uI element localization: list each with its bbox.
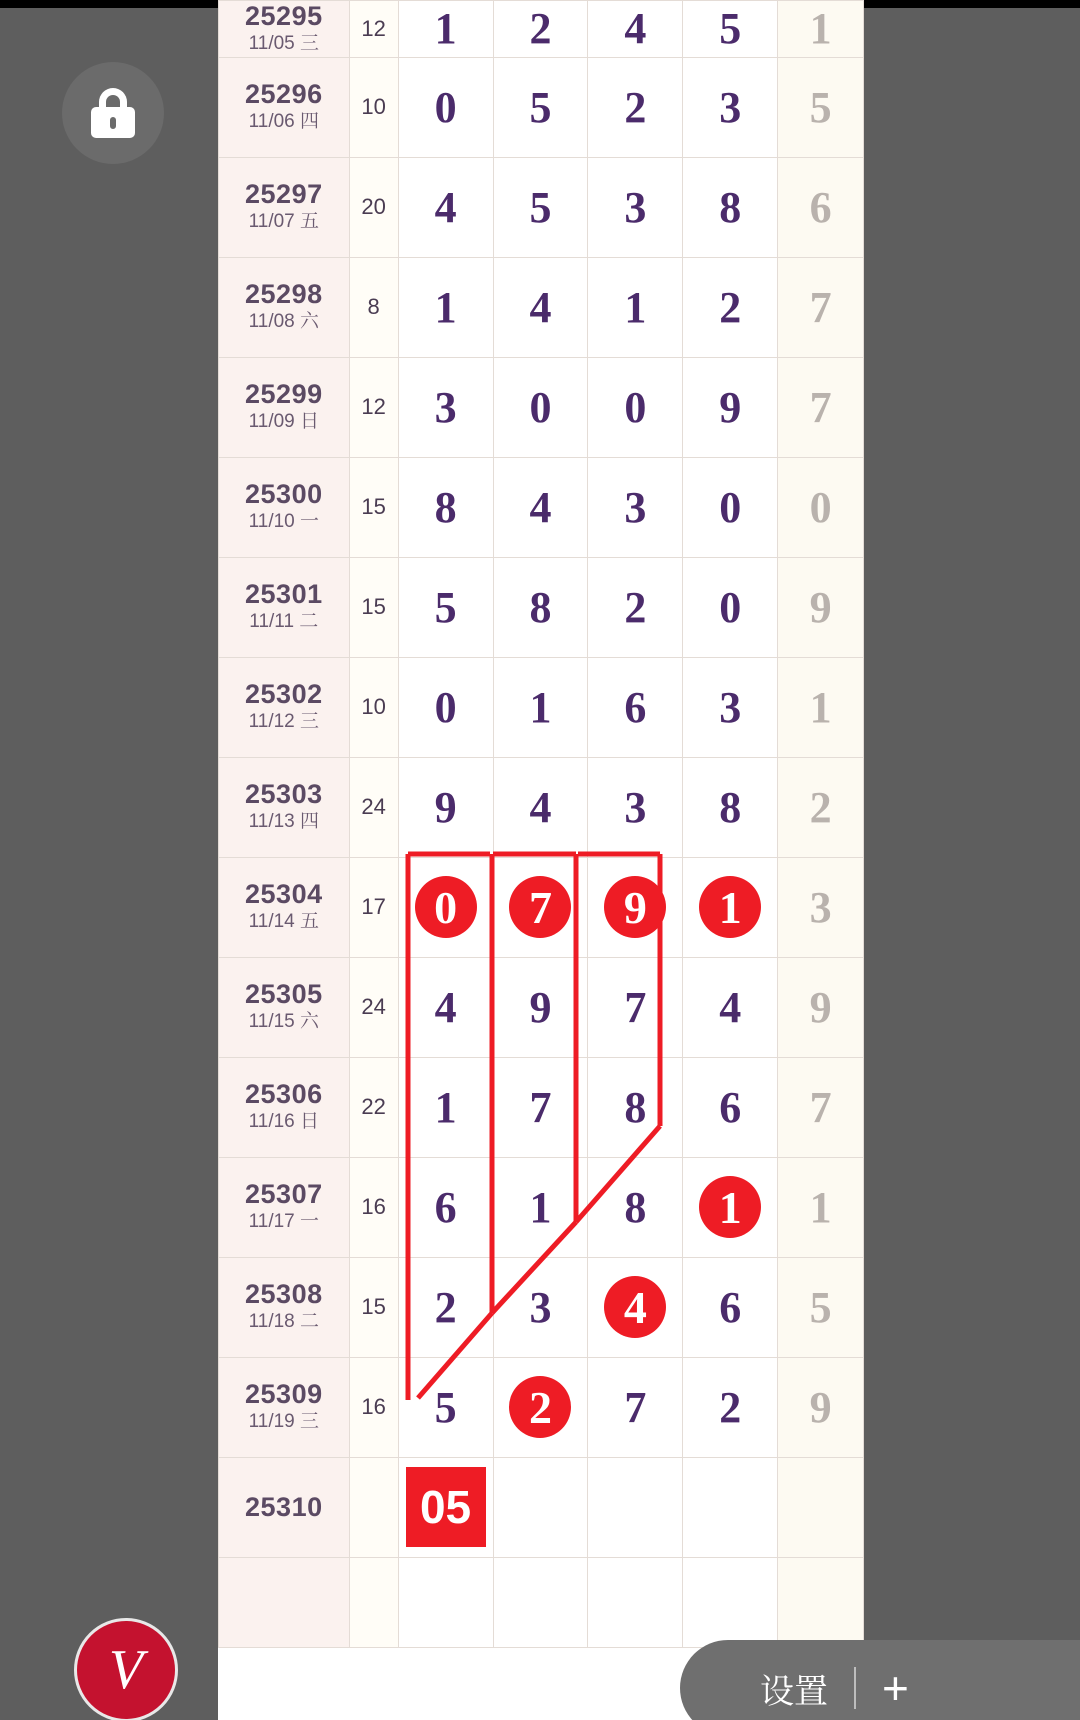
number-cell xyxy=(683,1257,778,1357)
number-cell xyxy=(398,657,493,757)
issue-number: 25300 xyxy=(245,479,323,510)
last-digit-cell xyxy=(778,257,864,357)
number-value: 8 xyxy=(719,182,742,232)
issue-date: 11/08 六 xyxy=(248,311,320,333)
highlighted-number: 9 xyxy=(604,876,666,938)
number-value: 9 xyxy=(434,782,457,832)
number-value: 9 xyxy=(719,382,742,432)
number-cell xyxy=(493,357,588,457)
number-value: 1 xyxy=(434,1082,457,1132)
table-row[interactable] xyxy=(219,957,864,1057)
issue-number: 25301 xyxy=(245,579,323,610)
number-value: 7 xyxy=(529,1082,552,1132)
number-cell xyxy=(398,757,493,857)
table-row[interactable] xyxy=(219,857,864,957)
sum-value: 15 xyxy=(361,594,386,620)
last-digit-value: 1 xyxy=(809,682,832,732)
number-cell xyxy=(588,1357,683,1457)
last-digit-value: 1 xyxy=(809,1182,832,1232)
last-digit-cell xyxy=(778,57,864,157)
sum-value: 15 xyxy=(361,1294,386,1320)
number-cell xyxy=(588,857,683,957)
lock-icon xyxy=(91,88,135,138)
last-digit-value: 1 xyxy=(809,4,832,54)
table-row[interactable] xyxy=(219,157,864,257)
last-digit-value: 7 xyxy=(809,282,832,332)
number-cell xyxy=(493,657,588,757)
number-cell xyxy=(493,957,588,1057)
number-value: 6 xyxy=(434,1182,457,1232)
table-row[interactable] xyxy=(219,757,864,857)
issue-number: 25295 xyxy=(245,1,323,31)
issue-date: 11/17 一 xyxy=(248,1211,320,1233)
number-value: 5 xyxy=(719,4,742,54)
issue-cell xyxy=(219,1357,350,1457)
issue-cell xyxy=(219,257,350,357)
sum-cell xyxy=(349,857,398,957)
sum-value: 15 xyxy=(361,494,386,520)
table-row[interactable] xyxy=(219,1257,864,1357)
issue-number: 25299 xyxy=(245,379,323,410)
issue-cell xyxy=(219,1257,350,1357)
issue-number: 25302 xyxy=(245,679,323,710)
table-row[interactable] xyxy=(219,357,864,457)
issue-date: 11/13 四 xyxy=(248,811,320,833)
number-cell xyxy=(683,257,778,357)
issue-cell xyxy=(219,757,350,857)
number-value: 1 xyxy=(529,682,552,732)
last-digit-cell xyxy=(778,1457,864,1557)
issue-date: 11/10 一 xyxy=(248,511,320,533)
sum-value: 16 xyxy=(361,1394,386,1420)
settings-toolbar[interactable] xyxy=(680,1640,1080,1720)
last-digit-value: 9 xyxy=(809,982,832,1032)
number-value: 8 xyxy=(529,582,552,632)
last-digit-cell xyxy=(778,1057,864,1157)
number-cell xyxy=(493,457,588,557)
table-row[interactable] xyxy=(219,257,864,357)
table-row[interactable] xyxy=(219,1357,864,1457)
sum-value: 10 xyxy=(361,694,386,720)
last-digit-cell xyxy=(778,1157,864,1257)
sum-value: 16 xyxy=(361,1194,386,1220)
issue-cell xyxy=(219,457,350,557)
number-value: 1 xyxy=(434,4,457,54)
issue-number: 25309 xyxy=(245,1379,323,1410)
number-cell xyxy=(683,757,778,857)
sum-cell xyxy=(349,1457,398,1557)
sum-cell xyxy=(349,357,398,457)
number-cell xyxy=(683,1357,778,1457)
number-value: 5 xyxy=(529,182,552,232)
number-cell xyxy=(398,257,493,357)
number-value: 3 xyxy=(624,482,647,532)
highlighted-number: 4 xyxy=(604,1276,666,1338)
last-digit-cell xyxy=(778,157,864,257)
number-value: 6 xyxy=(719,1082,742,1132)
issue-date: 11/12 三 xyxy=(248,711,320,733)
issue-date: 11/16 日 xyxy=(248,1111,320,1133)
number-cell xyxy=(588,1557,683,1647)
sum-value: 22 xyxy=(361,1094,386,1120)
issue-number: 25304 xyxy=(245,879,323,910)
sum-cell xyxy=(349,1357,398,1457)
number-value: 2 xyxy=(434,1282,457,1332)
issue-number: 25303 xyxy=(245,779,323,810)
sum-cell xyxy=(349,757,398,857)
issue-cell xyxy=(219,357,350,457)
number-value: 0 xyxy=(719,482,742,532)
sum-value: 8 xyxy=(367,294,380,320)
sum-value: 12 xyxy=(361,15,386,41)
last-digit-value: 9 xyxy=(809,1382,832,1432)
lottery-trend-table[interactable] xyxy=(218,0,864,1720)
number-cell xyxy=(588,557,683,657)
issue-cell xyxy=(219,957,350,1057)
issue-cell xyxy=(219,1,350,58)
issue-number: 25297 xyxy=(245,179,323,210)
sum-value: 20 xyxy=(361,194,386,220)
number-value: 7 xyxy=(624,1382,647,1432)
number-value: 9 xyxy=(529,982,552,1032)
number-cell xyxy=(493,257,588,357)
last-digit-cell xyxy=(778,557,864,657)
last-digit-cell xyxy=(778,1,864,58)
lock-button[interactable] xyxy=(62,62,164,164)
issue-date: 11/06 四 xyxy=(248,111,320,133)
number-cell xyxy=(683,1157,778,1257)
highlighted-number: 0 xyxy=(415,876,477,938)
issue-date: 11/15 六 xyxy=(248,1011,320,1033)
number-value: 7 xyxy=(624,982,647,1032)
sum-value: 24 xyxy=(361,994,386,1020)
number-cell xyxy=(683,857,778,957)
sum-cell xyxy=(349,457,398,557)
number-value: 5 xyxy=(434,1382,457,1432)
number-value: 0 xyxy=(529,382,552,432)
number-cell xyxy=(398,1357,493,1457)
number-cell xyxy=(398,357,493,457)
sum-value: 12 xyxy=(361,394,386,420)
number-cell xyxy=(683,357,778,457)
number-value: 4 xyxy=(529,782,552,832)
table-row[interactable] xyxy=(219,1157,864,1257)
number-cell xyxy=(493,1257,588,1357)
number-value: 2 xyxy=(624,582,647,632)
number-value: 3 xyxy=(624,182,647,232)
number-value: 0 xyxy=(434,682,457,732)
sum-cell xyxy=(349,57,398,157)
sum-cell xyxy=(349,1557,398,1647)
highlighted-number: 1 xyxy=(699,1176,761,1238)
last-digit-cell xyxy=(778,957,864,1057)
number-cell xyxy=(683,1457,778,1557)
sum-value: 24 xyxy=(361,794,386,820)
last-digit-cell xyxy=(778,757,864,857)
highlighted-number: 7 xyxy=(509,876,571,938)
number-cell xyxy=(588,957,683,1057)
sum-value: 10 xyxy=(361,94,386,120)
number-value: 4 xyxy=(719,982,742,1032)
highlighted-number: 2 xyxy=(509,1376,571,1438)
number-value: 1 xyxy=(624,282,647,332)
last-digit-cell xyxy=(778,357,864,457)
avatar-label: V xyxy=(108,1639,144,1701)
number-cell xyxy=(398,1,493,58)
number-value: 3 xyxy=(719,682,742,732)
prediction-cell xyxy=(398,1457,493,1557)
number-value: 3 xyxy=(529,1282,552,1332)
number-cell xyxy=(683,157,778,257)
sum-cell xyxy=(349,957,398,1057)
number-value: 2 xyxy=(719,1382,742,1432)
sum-cell xyxy=(349,1257,398,1357)
number-cell xyxy=(398,1257,493,1357)
last-digit-value: 2 xyxy=(809,782,832,832)
number-value: 0 xyxy=(434,82,457,132)
number-cell xyxy=(683,1557,778,1647)
number-cell xyxy=(588,257,683,357)
number-value: 2 xyxy=(719,282,742,332)
number-cell xyxy=(588,1157,683,1257)
number-value: 6 xyxy=(624,682,647,732)
sum-cell xyxy=(349,1,398,58)
last-digit-cell xyxy=(778,1357,864,1457)
number-value: 4 xyxy=(434,982,457,1032)
number-cell xyxy=(683,657,778,757)
issue-number: 25306 xyxy=(245,1079,323,1110)
highlighted-number: 1 xyxy=(699,876,761,938)
number-cell xyxy=(493,557,588,657)
number-cell xyxy=(683,1,778,58)
number-value: 8 xyxy=(624,1082,647,1132)
number-cell xyxy=(493,1057,588,1157)
number-value: 8 xyxy=(624,1182,647,1232)
number-cell xyxy=(588,1257,683,1357)
issue-date: 11/07 五 xyxy=(248,211,320,233)
issue-number: 25310 xyxy=(245,1491,323,1522)
number-cell xyxy=(398,157,493,257)
trend-grid xyxy=(218,0,864,1648)
number-value: 3 xyxy=(624,782,647,832)
number-value: 5 xyxy=(434,582,457,632)
number-value: 4 xyxy=(529,282,552,332)
number-cell xyxy=(588,357,683,457)
number-value: 3 xyxy=(434,382,457,432)
issue-date: 11/11 二 xyxy=(249,611,319,633)
number-cell xyxy=(493,1,588,58)
number-cell xyxy=(588,757,683,857)
number-value: 4 xyxy=(434,182,457,232)
sum-value: 17 xyxy=(361,894,386,920)
number-value: 4 xyxy=(624,4,647,54)
issue-date: 11/05 三 xyxy=(248,33,320,55)
issue-cell xyxy=(219,1157,350,1257)
number-value: 1 xyxy=(529,1182,552,1232)
sum-cell xyxy=(349,1057,398,1157)
toolbar-divider xyxy=(854,1667,856,1709)
issue-number: 25305 xyxy=(245,979,323,1010)
number-value: 1 xyxy=(434,282,457,332)
number-cell xyxy=(683,1057,778,1157)
number-value: 5 xyxy=(529,82,552,132)
issue-cell xyxy=(219,57,350,157)
number-cell xyxy=(683,57,778,157)
number-cell xyxy=(398,1057,493,1157)
number-cell xyxy=(398,857,493,957)
avatar[interactable] xyxy=(74,1618,178,1720)
issue-date: 11/18 二 xyxy=(248,1311,320,1333)
number-cell xyxy=(493,857,588,957)
number-cell xyxy=(683,457,778,557)
table-row[interactable] xyxy=(219,57,864,157)
number-cell xyxy=(588,1,683,58)
number-value: 6 xyxy=(719,1282,742,1332)
number-value: 3 xyxy=(719,82,742,132)
number-cell xyxy=(398,557,493,657)
number-cell xyxy=(398,957,493,1057)
issue-cell xyxy=(219,1057,350,1157)
add-icon[interactable]: + xyxy=(882,1662,909,1714)
last-digit-value: 0 xyxy=(809,482,832,532)
number-value: 2 xyxy=(624,82,647,132)
last-digit-cell xyxy=(778,1257,864,1357)
issue-cell xyxy=(219,657,350,757)
issue-cell xyxy=(219,1457,350,1557)
number-cell xyxy=(398,457,493,557)
number-cell xyxy=(493,157,588,257)
number-cell xyxy=(588,457,683,557)
last-digit-cell xyxy=(778,457,864,557)
last-digit-value: 5 xyxy=(809,1282,832,1332)
last-digit-cell xyxy=(778,657,864,757)
table-row[interactable] xyxy=(219,457,864,557)
trend-grid-body xyxy=(219,1,864,1648)
last-digit-value: 5 xyxy=(809,82,832,132)
table-row-pending[interactable] xyxy=(219,1457,864,1557)
last-digit-value: 7 xyxy=(809,382,832,432)
issue-cell xyxy=(219,1557,350,1647)
issue-number: 25307 xyxy=(245,1179,323,1210)
number-cell xyxy=(683,557,778,657)
number-value: 2 xyxy=(529,4,552,54)
issue-cell xyxy=(219,857,350,957)
settings-label[interactable]: 设置 xyxy=(760,1672,828,1711)
number-value: 0 xyxy=(624,382,647,432)
number-cell xyxy=(398,1157,493,1257)
number-cell xyxy=(588,1457,683,1557)
number-cell xyxy=(493,1357,588,1457)
prediction-value: 05 xyxy=(406,1467,486,1547)
issue-date: 11/19 三 xyxy=(248,1411,320,1433)
number-cell xyxy=(493,1457,588,1557)
last-digit-cell xyxy=(778,857,864,957)
last-digit-value: 9 xyxy=(809,582,832,632)
last-digit-value: 6 xyxy=(809,182,832,232)
issue-cell xyxy=(219,557,350,657)
issue-cell xyxy=(219,157,350,257)
issue-number: 25298 xyxy=(245,279,323,310)
sum-cell xyxy=(349,1157,398,1257)
number-cell xyxy=(588,657,683,757)
table-row[interactable] xyxy=(219,657,864,757)
issue-date: 11/14 五 xyxy=(248,911,320,933)
number-cell xyxy=(493,1157,588,1257)
issue-number: 25296 xyxy=(245,79,323,110)
number-cell xyxy=(493,757,588,857)
number-value: 4 xyxy=(529,482,552,532)
number-value: 0 xyxy=(719,582,742,632)
last-digit-cell xyxy=(778,1557,864,1647)
number-cell xyxy=(588,57,683,157)
sum-cell xyxy=(349,657,398,757)
sum-cell xyxy=(349,257,398,357)
number-value: 8 xyxy=(434,482,457,532)
table-row[interactable] xyxy=(219,557,864,657)
number-cell xyxy=(398,57,493,157)
number-cell xyxy=(398,1557,493,1647)
number-value: 8 xyxy=(719,782,742,832)
number-cell xyxy=(493,1557,588,1647)
number-cell xyxy=(588,157,683,257)
sum-cell xyxy=(349,157,398,257)
issue-number: 25308 xyxy=(245,1279,323,1310)
issue-date: 11/09 日 xyxy=(248,411,320,433)
last-digit-value: 3 xyxy=(809,882,832,932)
number-cell xyxy=(493,57,588,157)
number-cell xyxy=(683,957,778,1057)
table-row[interactable] xyxy=(219,1,864,58)
table-row-empty[interactable] xyxy=(219,1557,864,1647)
sum-cell xyxy=(349,557,398,657)
table-row[interactable] xyxy=(219,1057,864,1157)
number-cell xyxy=(588,1057,683,1157)
last-digit-value: 7 xyxy=(809,1082,832,1132)
